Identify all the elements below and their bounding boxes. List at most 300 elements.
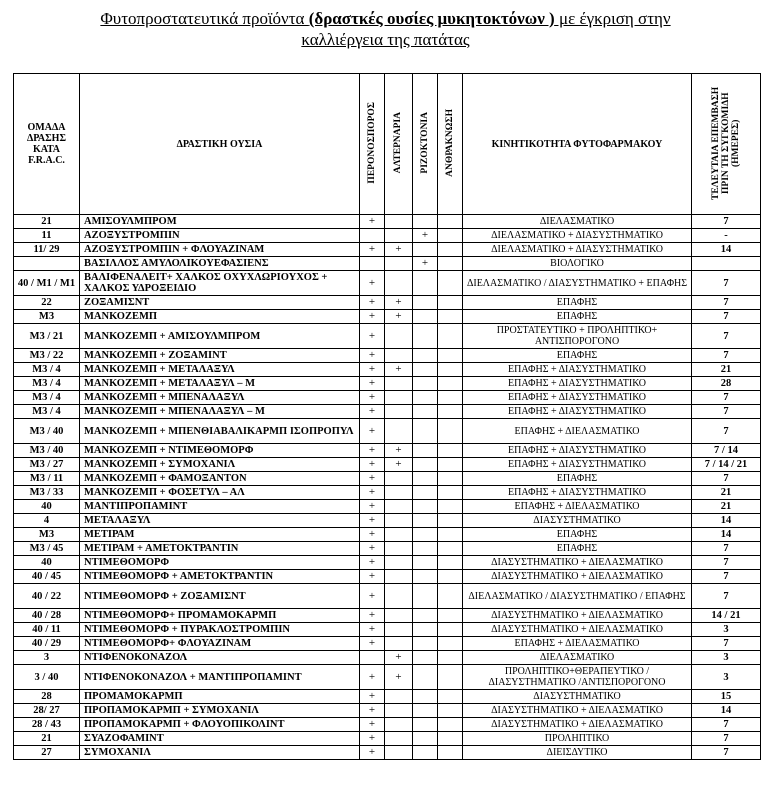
phi-cell: 7 (692, 391, 761, 405)
group-cell: 28 / 43 (14, 718, 80, 732)
rizoktonia-cell (413, 405, 438, 419)
table-row (14, 584, 761, 609)
table-row (14, 609, 761, 623)
peronospora-cell: + (360, 458, 385, 472)
phi-cell: 14 / 21 (692, 609, 761, 623)
substance-cell: ΑΖΟΞΥΣΤΡΟΜΠΙΝ (80, 229, 360, 243)
anthraknosi-cell (438, 472, 463, 486)
alternaria-cell: + (385, 243, 413, 257)
substance-cell: ΜΑΝΚΟΖΕΜΠ + ΖΟΞΑΜΙΝΤ (80, 349, 360, 363)
alternaria-cell (385, 377, 413, 391)
phi-cell: 7 (692, 349, 761, 363)
mobility-cell: ΔΙΑΣΥΣΤΗΜΑΤΙΚΟ + ΔΙΕΛΑΣΜΑΤΙΚΟ (463, 556, 692, 570)
alternaria-cell (385, 514, 413, 528)
peronospora-cell: + (360, 542, 385, 556)
peronospora-cell: + (360, 243, 385, 257)
anthraknosi-cell (438, 257, 463, 271)
substance-cell: ΜΕΤΙΡΑΜ (80, 528, 360, 542)
anthraknosi-cell (438, 651, 463, 665)
table-row (14, 665, 761, 690)
anthraknosi-cell (438, 324, 463, 349)
group-cell: 40 / 29 (14, 637, 80, 651)
group-cell: M3 / 33 (14, 486, 80, 500)
alternaria-cell (385, 405, 413, 419)
mobility-cell: ΠΡΟΣΤΑΤΕΥΤΙΚΟ + ΠΡΟΛΗΠΤΙΚΟ+ ΑΝΤΙΣΠΟΡΟΓΟΝΟ (463, 324, 692, 349)
alternaria-cell (385, 718, 413, 732)
peronospora-cell (360, 651, 385, 665)
alternaria-cell (385, 486, 413, 500)
table-row (14, 472, 761, 486)
group-cell: 11 (14, 229, 80, 243)
phi-cell: 7 (692, 732, 761, 746)
table-row (14, 623, 761, 637)
mobility-cell: ΔΙΕΛΑΣΜΑΤΙΚΟ (463, 651, 692, 665)
table-row (14, 310, 761, 324)
peronospora-cell: + (360, 514, 385, 528)
anthraknosi-cell (438, 584, 463, 609)
anthraknosi-cell (438, 637, 463, 651)
peronospora-cell: + (360, 363, 385, 377)
phi-cell: 7 (692, 542, 761, 556)
anthraknosi-cell (438, 732, 463, 746)
rizoktonia-cell (413, 310, 438, 324)
substance-cell: ΜΑΝΚΟΖΕΜΠ + ΝΤΙΜΕΘΟΜΟΡΦ (80, 444, 360, 458)
group-cell: M3 / 11 (14, 472, 80, 486)
table-row (14, 215, 761, 229)
table-row (14, 556, 761, 570)
table-row (14, 718, 761, 732)
substance-cell: ΑΜΙΣΟΥΛΜΠΡΟΜ (80, 215, 360, 229)
phi-cell: 3 (692, 651, 761, 665)
peronospora-cell: + (360, 405, 385, 419)
rizoktonia-cell (413, 623, 438, 637)
phi-cell: 7 (692, 637, 761, 651)
rizoktonia-cell (413, 500, 438, 514)
mobility-cell: ΔΙΑΣΥΣΤΗΜΑΤΙΚΟ + ΔΙΕΛΑΣΜΑΤΙΚΟ (463, 704, 692, 718)
mobility-cell: ΔΙΕΛΑΣΜΑΤΙΚΟ + ΔΙΑΣΥΣΤΗΜΑΤΙΚΟ (463, 243, 692, 257)
mobility-cell: ΔΙΑΣΥΣΤΗΜΑΤΙΚΟ + ΔΙΕΛΑΣΜΑΤΙΚΟ (463, 609, 692, 623)
table-row (14, 570, 761, 584)
rizoktonia-cell (413, 363, 438, 377)
mobility-cell: ΕΠΑΦΗΣ + ΔΙΕΛΑΣΜΑΤΙΚΟ (463, 419, 692, 444)
table-row (14, 704, 761, 718)
peronospora-cell: + (360, 486, 385, 500)
phi-cell: 7 (692, 718, 761, 732)
table-row (14, 528, 761, 542)
rizoktonia-cell (413, 584, 438, 609)
phi-cell: 14 (692, 514, 761, 528)
table-row (14, 458, 761, 472)
anthraknosi-cell (438, 215, 463, 229)
anthraknosi-cell (438, 243, 463, 257)
substance-cell: ΝΤΙΜΕΘΟΜΟΡΦ (80, 556, 360, 570)
header-phi: ΤΕΛΕΥΤΑΙΑ ΕΠΕΜΒΑΣΗ ΠΡΙΝ ΤΗ ΣΥΓΚΟΜΙΔΗ (ΗΜΕΡΕΣ) (692, 74, 761, 215)
mobility-cell: ΕΠΑΦΗΣ + ΔΙΑΣΥΣΤΗΜΑΤΙΚΟ (463, 377, 692, 391)
substance-cell: ΝΤΙΦΕΝΟΚΟΝΑΖΟΛ (80, 651, 360, 665)
substance-cell: ΜΑΝΤΙΠΡΟΠΑΜΙΝΤ (80, 500, 360, 514)
anthraknosi-cell (438, 514, 463, 528)
phi-cell: 7 (692, 215, 761, 229)
alternaria-cell (385, 584, 413, 609)
peronospora-cell: + (360, 528, 385, 542)
alternaria-cell (385, 690, 413, 704)
peronospora-cell: + (360, 271, 385, 296)
phi-cell: - (692, 229, 761, 243)
anthraknosi-cell (438, 690, 463, 704)
mobility-cell: ΕΠΑΦΗΣ + ΔΙΑΣΥΣΤΗΜΑΤΙΚΟ (463, 486, 692, 500)
peronospora-cell: + (360, 296, 385, 310)
substance-cell: ΜΑΝΚΟΖΕΜΠ + ΦΑΜΟΞΑΝΤΟΝ (80, 472, 360, 486)
group-cell: M3 / 4 (14, 377, 80, 391)
mobility-cell: ΔΙΑΣΥΣΤΗΜΑΤΙΚΟ + ΔΙΕΛΑΣΜΑΤΙΚΟ (463, 570, 692, 584)
table-row (14, 637, 761, 651)
phi-cell: 7 (692, 405, 761, 419)
header-row (14, 74, 761, 215)
phi-cell: 7 (692, 584, 761, 609)
substance-cell: ΜΑΝΚΟΖΕΜΠ + ΑΜΙΣΟΥΛΜΠΡΟΜ (80, 324, 360, 349)
phi-cell: 3 (692, 623, 761, 637)
mobility-cell: ΔΙΕΛΑΣΜΑΤΙΚΟ / ΔΙΑΣΥΣΤΗΜΑΤΙΚΟ + ΕΠΑΦΗΣ (463, 271, 692, 296)
mobility-cell: ΕΠΑΦΗΣ (463, 528, 692, 542)
alternaria-cell: + (385, 444, 413, 458)
group-cell: M3 / 45 (14, 542, 80, 556)
phi-cell: 7 (692, 419, 761, 444)
title-line1-post: με έγκριση στην (554, 9, 671, 28)
rizoktonia-cell (413, 609, 438, 623)
peronospora-cell: + (360, 500, 385, 514)
anthraknosi-cell (438, 444, 463, 458)
phi-cell: 3 (692, 665, 761, 690)
mobility-cell: ΔΙΕΛΑΣΜΑΤΙΚΟ / ΔΙΑΣΥΣΤΗΜΑΤΙΚΟ / ΕΠΑΦΗΣ (463, 584, 692, 609)
rizoktonia-cell (413, 419, 438, 444)
title-line1-pre: Φυτοπροστατευτικά προϊόντα (100, 9, 309, 28)
phi-cell: 7 / 14 / 21 (692, 458, 761, 472)
group-cell: M3 / 22 (14, 349, 80, 363)
substance-cell: ΒΑΛΙΦΕΝΑΛΕΙΤ+ ΧΑΛΚΟΣ ΟΧΥΧΛΩΡΙΟΥΧΟΣ + ΧΑΛΚΟΣ ΥΔΡΟΞΕΙΔΙΟ (80, 271, 360, 296)
group-cell: 40 (14, 500, 80, 514)
peronospora-cell (360, 229, 385, 243)
anthraknosi-cell (438, 570, 463, 584)
table-row (14, 243, 761, 257)
anthraknosi-cell (438, 310, 463, 324)
mobility-cell: ΔΙΑΣΥΣΤΗΜΑΤΙΚΟ (463, 514, 692, 528)
anthraknosi-cell (438, 458, 463, 472)
mobility-cell: ΔΙΕΛΑΣΜΑΤΙΚΟ (463, 215, 692, 229)
anthraknosi-cell (438, 391, 463, 405)
phi-cell: 7 (692, 746, 761, 760)
group-cell: 40 / M1 / M1 (14, 271, 80, 296)
substance-cell: ΝΤΙΜΕΘΟΜΟΡΦ+ ΠΡΟΜΑΜΟΚΑΡΜΠ (80, 609, 360, 623)
rizoktonia-cell (413, 732, 438, 746)
alternaria-cell (385, 324, 413, 349)
phi-cell: 7 / 14 (692, 444, 761, 458)
rizoktonia-cell (413, 377, 438, 391)
peronospora-cell: + (360, 570, 385, 584)
substance-cell: ΜΑΝΚΟΖΕΜΠ + ΜΕΤΑΛΑΞΥΛ (80, 363, 360, 377)
table-row (14, 296, 761, 310)
mobility-cell: ΕΠΑΦΗΣ (463, 310, 692, 324)
anthraknosi-cell (438, 609, 463, 623)
group-cell: M3 / 40 (14, 419, 80, 444)
anthraknosi-cell (438, 405, 463, 419)
table-row (14, 271, 761, 296)
substance-cell: ΜΕΤΑΛΑΞΥΛ (80, 514, 360, 528)
phi-cell: 21 (692, 486, 761, 500)
rizoktonia-cell (413, 651, 438, 665)
anthraknosi-cell (438, 377, 463, 391)
table-row (14, 732, 761, 746)
mobility-cell: ΕΠΑΦΗΣ + ΔΙΕΛΑΣΜΑΤΙΚΟ (463, 500, 692, 514)
anthraknosi-cell (438, 296, 463, 310)
title-line2: καλλιέργεια της πατάτας (301, 30, 470, 49)
anthraknosi-cell (438, 349, 463, 363)
group-cell: M3 (14, 528, 80, 542)
peronospora-cell: + (360, 377, 385, 391)
substance-cell: ΠΡΟΜΑΜΟΚΑΡΜΠ (80, 690, 360, 704)
table-row (14, 542, 761, 556)
substance-cell: ΜΑΝΚΟΖΕΜΠ + ΜΠΕΝΘΙΑΒΑΛΙΚΑΡΜΠ ΙΣΟΠΡΟΠΥΛ (80, 419, 360, 444)
rizoktonia-cell (413, 746, 438, 760)
mobility-cell: ΕΠΑΦΗΣ + ΔΙΕΛΑΣΜΑΤΙΚΟ (463, 637, 692, 651)
mobility-cell: ΔΙΕΙΣΔΥΤΙΚΟ (463, 746, 692, 760)
substance-cell: ΖΟΞΑΜΙΣΝΤ (80, 296, 360, 310)
rizoktonia-cell (413, 556, 438, 570)
substance-cell: ΝΤΙΜΕΘΟΜΟΡΦ + ΠΥΡΑΚΛΟΣΤΡΟΜΠΙΝ (80, 623, 360, 637)
peronospora-cell: + (360, 609, 385, 623)
substance-cell: ΜΑΝΚΟΖΕΜΠ + ΜΠΕΝΑΛΑΞΥΛ – Μ (80, 405, 360, 419)
rizoktonia-cell: + (413, 229, 438, 243)
mobility-cell: ΠΡΟΛΗΠΤΙΚΟ (463, 732, 692, 746)
table-row (14, 363, 761, 377)
phi-cell: 21 (692, 500, 761, 514)
peronospora-cell: + (360, 215, 385, 229)
alternaria-cell (385, 472, 413, 486)
peronospora-cell: + (360, 718, 385, 732)
mobility-cell: ΕΠΑΦΗΣ (463, 349, 692, 363)
table-row (14, 486, 761, 500)
alternaria-cell (385, 257, 413, 271)
group-cell: 40 / 11 (14, 623, 80, 637)
anthraknosi-cell (438, 419, 463, 444)
phi-cell: 7 (692, 296, 761, 310)
rizoktonia-cell (413, 444, 438, 458)
rizoktonia-cell (413, 542, 438, 556)
substance-cell: ΜΑΝΚΟΖΕΜΠ (80, 310, 360, 324)
phi-cell: 28 (692, 377, 761, 391)
substance-cell: ΝΤΙΦΕΝΟΚΟΝΑΖΟΛ + ΜΑΝΤΙΠΡΟΠΑΜΙΝΤ (80, 665, 360, 690)
table-row (14, 391, 761, 405)
table-row (14, 377, 761, 391)
anthraknosi-cell (438, 500, 463, 514)
anthraknosi-cell (438, 704, 463, 718)
alternaria-cell: + (385, 296, 413, 310)
anthraknosi-cell (438, 542, 463, 556)
substance-cell: ΝΤΙΜΕΘΟΜΟΡΦ + ΑΜΕΤΟΚΤΡΑΝΤΙΝ (80, 570, 360, 584)
mobility-cell: ΕΠΑΦΗΣ + ΔΙΑΣΥΣΤΗΜΑΤΙΚΟ (463, 444, 692, 458)
peronospora-cell: + (360, 419, 385, 444)
rizoktonia-cell (413, 704, 438, 718)
rizoktonia-cell (413, 637, 438, 651)
peronospora-cell: + (360, 349, 385, 363)
phi-cell (692, 257, 761, 271)
alternaria-cell (385, 570, 413, 584)
rizoktonia-cell (413, 215, 438, 229)
phi-cell: 21 (692, 363, 761, 377)
group-cell: M3 / 40 (14, 444, 80, 458)
group-cell: 3 (14, 651, 80, 665)
phi-cell: 7 (692, 472, 761, 486)
anthraknosi-cell (438, 528, 463, 542)
alternaria-cell (385, 271, 413, 296)
alternaria-cell (385, 623, 413, 637)
alternaria-cell (385, 732, 413, 746)
peronospora-cell: + (360, 391, 385, 405)
phi-cell: 14 (692, 528, 761, 542)
rizoktonia-cell (413, 514, 438, 528)
group-cell: 40 (14, 556, 80, 570)
group-cell: 3 / 40 (14, 665, 80, 690)
substance-cell: ΑΖΟΞΥΣΤΡΟΜΠΙΝ + ΦΛΟΥΑΖΙΝΑΜ (80, 243, 360, 257)
table-row (14, 229, 761, 243)
rizoktonia-cell (413, 472, 438, 486)
table-body (14, 215, 761, 760)
mobility-cell: ΕΠΑΦΗΣ + ΔΙΑΣΥΣΤΗΜΑΤΙΚΟ (463, 458, 692, 472)
peronospora-cell: + (360, 444, 385, 458)
peronospora-cell: + (360, 637, 385, 651)
alternaria-cell: + (385, 651, 413, 665)
alternaria-cell: + (385, 363, 413, 377)
substance-cell: ΜΑΝΚΟΖΕΜΠ + ΣΥΜΟΧΑΝΙΛ (80, 458, 360, 472)
phi-cell: 7 (692, 570, 761, 584)
phi-cell: 15 (692, 690, 761, 704)
header-alternaria: ΑΛΤΕΡΝΑΡΙΑ (385, 74, 413, 215)
rizoktonia-cell (413, 271, 438, 296)
rizoktonia-cell (413, 665, 438, 690)
table-row (14, 514, 761, 528)
alternaria-cell (385, 391, 413, 405)
header-rizoktonia: ΡΙΖΟΚΤΟΝΙΑ (413, 74, 438, 215)
anthraknosi-cell (438, 271, 463, 296)
group-cell: 40 / 28 (14, 609, 80, 623)
mobility-cell: ΕΠΑΦΗΣ (463, 472, 692, 486)
alternaria-cell (385, 500, 413, 514)
mobility-cell: ΔΙΑΣΥΣΤΗΜΑΤΙΚΟ (463, 690, 692, 704)
mobility-cell: ΕΠΑΦΗΣ + ΔΙΑΣΥΣΤΗΜΑΤΙΚΟ (463, 405, 692, 419)
substance-cell: ΣΥΜΟΧΑΝΙΛ (80, 746, 360, 760)
header-mobility: ΚΙΝΗΤΙΚΟΤΗΤΑ ΦΥΤΟΦΑΡΜΑΚΟΥ (463, 74, 692, 215)
substance-cell: ΣΥΑΖΟΦΑΜΙΝΤ (80, 732, 360, 746)
group-cell: 28/ 27 (14, 704, 80, 718)
phi-cell: 7 (692, 271, 761, 296)
substance-cell: ΜΕΤΙΡΑΜ + ΑΜΕΤΟΚΤΡΑΝΤΙΝ (80, 542, 360, 556)
group-cell: 40 / 22 (14, 584, 80, 609)
peronospora-cell: + (360, 556, 385, 570)
alternaria-cell (385, 528, 413, 542)
header-group: ΟΜΑΔΑ ΔΡΑΣΗΣ ΚΑΤΑ F.R.A.C. (14, 74, 80, 215)
anthraknosi-cell (438, 746, 463, 760)
alternaria-cell: + (385, 310, 413, 324)
table-row (14, 349, 761, 363)
group-cell: M3 / 4 (14, 363, 80, 377)
mobility-cell: ΠΡΟΛΗΠΤΙΚΟ+ΘΕΡΑΠΕΥΤΙΚΟ / ΔΙΑΣΥΣΤΗΜΑΤΙΚΟ /ΑΝΤΙΣΠΟΡΟΓΟΝΟ (463, 665, 692, 690)
anthraknosi-cell (438, 623, 463, 637)
substance-cell: ΝΤΙΜΕΘΟΜΟΡΦ+ ΦΛΟΥΑΖΙΝΑΜ (80, 637, 360, 651)
table-row (14, 419, 761, 444)
table-row (14, 690, 761, 704)
alternaria-cell (385, 704, 413, 718)
group-cell: 21 (14, 732, 80, 746)
substance-cell: ΜΑΝΚΟΖΕΜΠ + ΜΠΕΝΑΛΑΞΥΛ (80, 391, 360, 405)
header-anthraknosi: ΑΝΘΡΑΚΝΩΣΗ (438, 74, 463, 215)
anthraknosi-cell (438, 556, 463, 570)
mobility-cell: ΔΙΑΣΥΣΤΗΜΑΤΙΚΟ + ΔΙΕΛΑΣΜΑΤΙΚΟ (463, 718, 692, 732)
group-cell: 21 (14, 215, 80, 229)
substance-cell: ΜΑΝΚΟΖΕΜΠ + ΜΕΤΑΛΑΞΥΛ – Μ (80, 377, 360, 391)
mobility-cell: ΕΠΑΦΗΣ + ΔΙΑΣΥΣΤΗΜΑΤΙΚΟ (463, 391, 692, 405)
alternaria-cell (385, 215, 413, 229)
alternaria-cell: + (385, 665, 413, 690)
table-row (14, 500, 761, 514)
peronospora-cell: + (360, 623, 385, 637)
rizoktonia-cell (413, 718, 438, 732)
header-peronospora: ΠΕΡΟΝΟΣΠΟΡΟΣ (360, 74, 385, 215)
anthraknosi-cell (438, 486, 463, 500)
group-cell: M3 / 4 (14, 391, 80, 405)
rizoktonia-cell (413, 528, 438, 542)
alternaria-cell (385, 349, 413, 363)
mobility-cell: ΒΙΟΛΟΓΙΚΟ (463, 257, 692, 271)
group-cell: 27 (14, 746, 80, 760)
substance-cell: ΝΤΙΜΕΘΟΜΟΡΦ + ΖΟΞΑΜΙΣΝΤ (80, 584, 360, 609)
group-cell: 40 / 45 (14, 570, 80, 584)
rizoktonia-cell (413, 324, 438, 349)
fungicides-table (13, 73, 761, 760)
header-substance: ΔΡΑΣΤΙΚΗ ΟΥΣΙΑ (80, 74, 360, 215)
peronospora-cell: + (360, 665, 385, 690)
substance-cell: ΠΡΟΠΑΜΟΚΑΡΜΠ + ΦΛΟΥΟΠΙΚΟΛΙΝΤ (80, 718, 360, 732)
alternaria-cell (385, 542, 413, 556)
peronospora-cell: + (360, 704, 385, 718)
title-line1-bold: (δραστκές ουσίες μυκητοκτόνων ) (308, 9, 555, 28)
alternaria-cell (385, 609, 413, 623)
table-row (14, 405, 761, 419)
alternaria-cell (385, 229, 413, 243)
group-cell: M3 / 27 (14, 458, 80, 472)
group-cell: 28 (14, 690, 80, 704)
table-row (14, 324, 761, 349)
rizoktonia-cell (413, 349, 438, 363)
rizoktonia-cell (413, 391, 438, 405)
mobility-cell: ΕΠΑΦΗΣ (463, 296, 692, 310)
rizoktonia-cell (413, 486, 438, 500)
mobility-cell: ΔΙΑΣΥΣΤΗΜΑΤΙΚΟ + ΔΙΕΛΑΣΜΑΤΙΚΟ (463, 623, 692, 637)
group-cell: M3 / 4 (14, 405, 80, 419)
peronospora-cell: + (360, 584, 385, 609)
mobility-cell: ΕΠΑΦΗΣ + ΔΙΑΣΥΣΤΗΜΑΤΙΚΟ (463, 363, 692, 377)
anthraknosi-cell (438, 718, 463, 732)
peronospora-cell: + (360, 732, 385, 746)
phi-cell: 7 (692, 324, 761, 349)
mobility-cell: ΔΙΕΛΑΣΜΑΤΙΚΟ + ΔΙΑΣΥΣΤΗΜΑΤΙΚΟ (463, 229, 692, 243)
rizoktonia-cell (413, 690, 438, 704)
rizoktonia-cell (413, 458, 438, 472)
substance-cell: ΜΑΝΚΟΖΕΜΠ + ΦΟΣΕΤΥΛ – ΑΛ (80, 486, 360, 500)
rizoktonia-cell: + (413, 257, 438, 271)
alternaria-cell (385, 419, 413, 444)
table-row (14, 746, 761, 760)
phi-cell: 7 (692, 310, 761, 324)
mobility-cell: ΕΠΑΦΗΣ (463, 542, 692, 556)
